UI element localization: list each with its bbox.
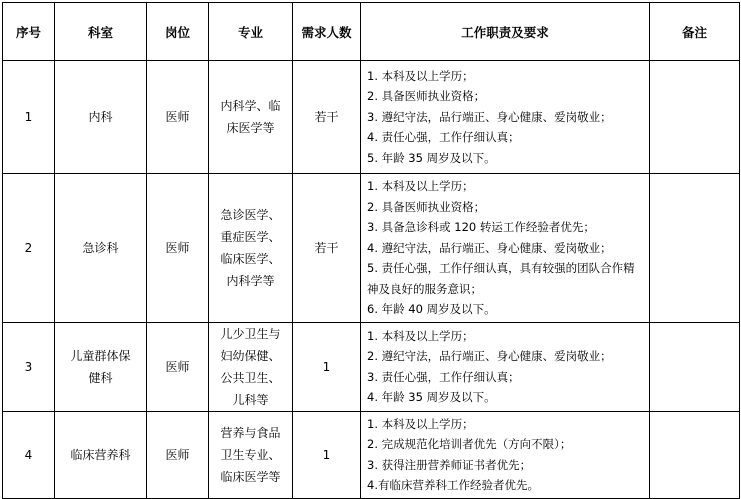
- cell-requirements: [361, 174, 650, 323]
- cell-count: 若干: [293, 61, 361, 174]
- requirement-item: 1. 本科及以上学历；: [367, 416, 474, 431]
- header-remark: 备注: [650, 3, 740, 61]
- header-duties: 工作职责及要求: [361, 3, 650, 61]
- cell-count: 1: [293, 411, 361, 498]
- requirement-item: 2. 具备医师执业资格；: [367, 199, 486, 214]
- requirement-item: 3. 遵纪守法，品行端正、身心健康、爱岗敬业；: [367, 109, 612, 124]
- cell-dept: 急诊科: [55, 174, 147, 323]
- requirement-item: 5. 年龄 35 周岁及以下。: [367, 150, 496, 165]
- header-no: 序号: [3, 3, 55, 61]
- cell-dept: 内科: [55, 61, 147, 174]
- cell-post: 医师: [147, 322, 209, 411]
- cell-remark: [650, 322, 740, 411]
- requirement-item: 4. 遵纪守法，品行端正、身心健康、爱岗敬业；: [367, 240, 612, 255]
- table-row: [3, 322, 740, 411]
- major-text: 营养与食品卫生专业、临床医学等: [220, 425, 281, 484]
- cell-no: 2: [3, 174, 55, 323]
- cell-dept: 临床营养科: [55, 411, 147, 498]
- header-count: 需求人数: [293, 3, 361, 61]
- major-text: 儿少卫生与妇幼保健、公共卫生、儿科等: [220, 326, 281, 407]
- header-major: 专业: [209, 3, 293, 61]
- requirement-item: 6. 年龄 40 周岁及以下。: [367, 302, 496, 316]
- header-post: 岗位: [147, 3, 209, 61]
- cell-major: [209, 322, 293, 411]
- cell-major: [209, 174, 293, 323]
- cell-remark: [650, 411, 740, 498]
- requirement-item: 3. 具备急诊科或 120 转运工作经验者优先；: [367, 220, 595, 234]
- cell-major: [209, 61, 293, 174]
- recruitment-table: [2, 2, 740, 499]
- cell-no: 1: [3, 61, 55, 174]
- major-text: 急诊医学、重症医学、临床医学、内科学等: [220, 207, 281, 288]
- cell-dept: [55, 322, 147, 411]
- cell-post: 医师: [147, 411, 209, 498]
- dept-text: 儿童群体保健科: [70, 348, 131, 385]
- requirement-item: 3. 责任心强，工作仔细认真；: [367, 369, 520, 384]
- table-row: [3, 61, 740, 174]
- table-row: [3, 411, 740, 498]
- cell-requirements: [361, 322, 650, 411]
- requirement-item: 1. 本科及以上学历；: [367, 179, 474, 193]
- cell-count: 1: [293, 322, 361, 411]
- cell-no: 4: [3, 411, 55, 498]
- requirement-item: 1. 本科及以上学历；: [367, 328, 474, 343]
- requirement-item: 2. 具备医师执业资格；: [367, 89, 486, 104]
- major-text: 内科学、临床医学等: [220, 99, 281, 135]
- table-row: [3, 174, 740, 323]
- requirement-item: 2. 完成规范化培训者优先（方向不限）；: [367, 437, 572, 451]
- cell-remark: [650, 61, 740, 174]
- header-dept: 科室: [55, 3, 147, 61]
- header-row: [3, 3, 740, 61]
- requirement-item: 1. 本科及以上学历；: [367, 68, 474, 83]
- cell-requirements: [361, 61, 650, 174]
- requirement-item: 4. 年龄 35 周岁及以下。: [367, 390, 496, 404]
- cell-post: 医师: [147, 61, 209, 174]
- requirement-item: 3. 获得注册营养师证书者优先；: [367, 457, 532, 472]
- cell-post: 医师: [147, 174, 209, 323]
- requirement-item: 5. 责任心强，工作仔细认真，具有较强的团队合作精神及良好的服务意识；: [367, 261, 635, 296]
- cell-remark: [650, 174, 740, 323]
- cell-count: 若干: [293, 174, 361, 323]
- cell-major: [209, 411, 293, 498]
- requirement-item: 4. 责任心强，工作仔细认真；: [367, 130, 520, 145]
- requirement-item: 2. 遵纪守法，品行端正、身心健康、爱岗敬业；: [367, 349, 612, 363]
- requirement-item: 4.有临床营养科工作经验者优先。: [367, 478, 539, 492]
- cell-requirements: [361, 411, 650, 498]
- cell-no: 3: [3, 322, 55, 411]
